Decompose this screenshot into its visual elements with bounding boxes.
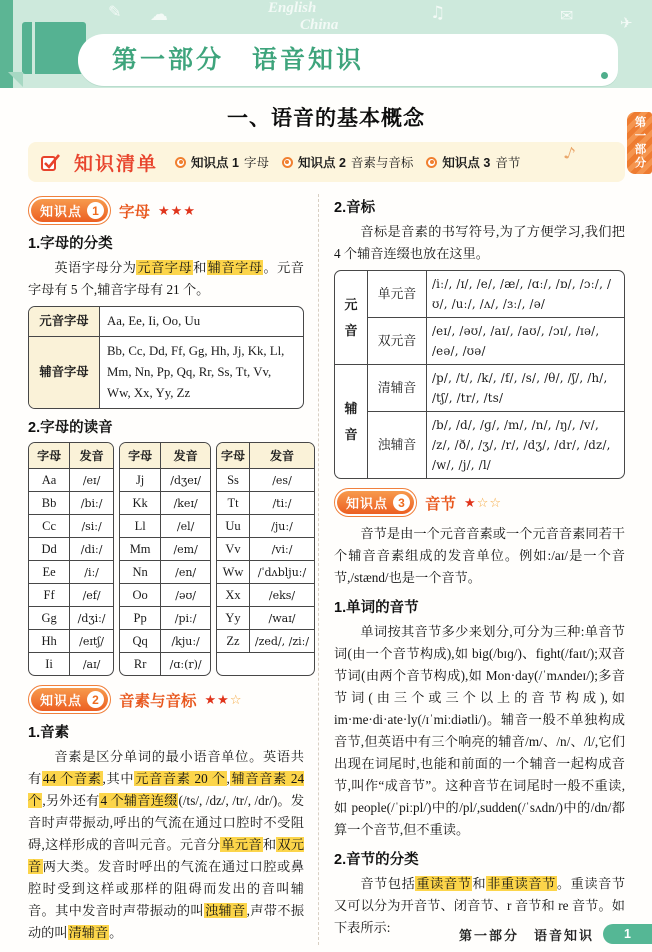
text-segment: 英语字母分为 [54, 260, 137, 275]
text-segment: 。元音字母有 5 个,辅音字母有 21 个。 [28, 260, 304, 297]
page-footer [459, 924, 652, 944]
table-cell: Ii [29, 653, 70, 676]
table-row [29, 307, 304, 337]
text-segment: 。 [109, 925, 123, 940]
table-cell: Bb, Cc, Dd, Ff, Gg, Hh, Jj, Kk, Ll, Mm, Nn, Pp, Qq, Rr, Ss, Tt, Vv, Ww, Xx, Yy, Zz [100, 337, 304, 409]
table-cell: /p/, /t/, /k/, /f/, /s/, /θ/, /ʃ/, /h/, /tʃ/, /tr/, /ts/ [427, 365, 625, 412]
row-header-cell: 元音字母 [29, 307, 100, 337]
music-doodle-icon: ♫ [430, 3, 446, 23]
table-cell: /eɪ/, /əʊ/, /aɪ/, /aʊ/, /ɔɪ/, /ɪə/, /eə/, /ʊə/ [427, 318, 625, 365]
letters-classification-table [28, 306, 304, 409]
table-cell: /aɪ/ [70, 653, 114, 676]
column-header: 发音 [161, 443, 211, 469]
highlighted-term: 双元音 [28, 837, 305, 874]
side-tab-label: 第一部分 [633, 116, 646, 170]
table-row [217, 492, 315, 515]
kp1-sec2-heading: 2.字母的读音 [28, 420, 113, 436]
letter-sounds-table-2 [119, 442, 211, 676]
table-cell: Ss [217, 469, 250, 492]
table-cell: Ww [217, 561, 250, 584]
text-segment: 和 [472, 876, 487, 891]
table-row [335, 412, 625, 479]
kp2-badge-inner [31, 688, 108, 711]
table-cell: /biː/ [70, 492, 114, 515]
checklist-item-topic: 音节 [495, 156, 521, 170]
table-row [335, 318, 625, 365]
group-header-cell: 元音 [335, 271, 368, 365]
table-cell: /eɪ/ [70, 469, 114, 492]
table-cell: Aa [29, 469, 70, 492]
text-segment: (/ts/, /dz/, /tr/, /dr/)。发音时声带振动,呼出的气流在通过口腔时不受阻碍,这样形成的音叫元音。元音分 [28, 793, 305, 852]
book-page-flare [8, 72, 23, 87]
row-header-cell: 辅音字母 [29, 337, 100, 409]
text-segment: ,其中 [102, 771, 135, 786]
table-row [335, 271, 625, 318]
kp-badge-number: 2 [87, 691, 104, 708]
table-cell: /tiː/ [249, 492, 314, 515]
table-cell: Qq [120, 630, 161, 653]
table-cell: /diː/ [70, 538, 114, 561]
kp1-title: 字母 [119, 203, 151, 221]
table-cell: /piː/ [161, 607, 211, 630]
highlighted-term: 辅音字母 [207, 260, 263, 275]
table-row [29, 561, 114, 584]
kp2-sec1-heading: 1.音素 [28, 725, 70, 741]
table-cell: Yy [217, 607, 250, 630]
table-cell: /əʊ/ [161, 584, 211, 607]
highlighted-term: 浊辅音 [204, 903, 246, 918]
column-header: 字母 [29, 443, 70, 469]
table-cell: /ef/ [70, 584, 114, 607]
kp3-sec1-paragraph: 单词按其音节多少来划分,可分为三种:单音节词(由一个音节构成),如 big(/bɪɡ/)、fight(/faɪt/);双音节词(由两个音节构成),如 Mon·day(/ˈmʌndeɪ/);多音节词(由三个或三个以上的音节构成),如 im·me·di·ate·ly(/ɪˈmiːdiətli/)。辅音一般不单独构成音节,但英语中有三个响亮的辅音/m/、/n/、/l/,它们出现在词尾时,也能和前面的一个辅音一起构成音节,叫作“成音节”。这种音节在词尾时一般不重读,如 people(/ˈpiːpl/)中的/pl/,sudden(/ˈsʌdn/)中的/dn/都算一个音节,但不重读。 [334, 624, 625, 837]
row-header-cell: 浊辅音 [368, 412, 427, 479]
knowledge-checklist-banner [28, 142, 625, 182]
table-cell: Oo [120, 584, 161, 607]
text-segment: , [226, 771, 230, 786]
table-cell: Aa, Ee, Ii, Oo, Uu [100, 307, 304, 337]
doodle-word-china: China [300, 17, 339, 33]
checklist-item-3 [426, 153, 520, 171]
table-row [217, 584, 315, 607]
table-row [29, 515, 114, 538]
table-row [217, 538, 315, 561]
table-cell: Uu [217, 515, 250, 538]
table-row [29, 538, 114, 561]
table-row [29, 653, 114, 676]
kp2-sec2-heading: 2.音标 [334, 200, 376, 216]
cloud-doodle-icon: ☁ [150, 4, 168, 25]
kp2-stars [205, 691, 243, 709]
checklist-item-2 [282, 153, 413, 171]
table-row [29, 337, 304, 409]
bullet-icon [175, 157, 186, 168]
kp2-sec1-paragraph [28, 746, 304, 944]
checklist-item-label: 知识点 1 [191, 156, 239, 170]
kp1-sec1-paragraph [28, 257, 304, 301]
table-header-row [29, 443, 114, 469]
kp3-stars [464, 494, 502, 512]
table-cell: Xx [217, 584, 250, 607]
kp2-badge [28, 685, 111, 714]
table-cell: /eɪtʃ/ [70, 630, 114, 653]
pencil-doodle-icon: ✎ [108, 2, 122, 21]
table-row [120, 584, 211, 607]
table-row [217, 561, 315, 584]
footer-label: 第一部分 语音知识 [458, 927, 594, 943]
kp-badge-number: 1 [87, 202, 104, 219]
highlighted-term: 元音音素 20 个 [135, 771, 226, 786]
right-column [318, 194, 625, 945]
column-header: 发音 [249, 443, 314, 469]
highlighted-term: 元音字母 [137, 260, 193, 275]
table-cell: Ee [29, 561, 70, 584]
table-cell: Nn [120, 561, 161, 584]
side-tab-part1 [627, 112, 652, 174]
table-cell: /em/ [161, 538, 211, 561]
table-cell: /kjuː/ [161, 630, 211, 653]
table-cell: Kk [120, 492, 161, 515]
table-cell: /iː/ [70, 561, 114, 584]
star-filled-icon: ★★★ [158, 203, 196, 219]
table-cell: /juː/ [249, 515, 314, 538]
column-header: 字母 [217, 443, 250, 469]
table-row [217, 607, 315, 630]
star-filled-icon: ★★ [204, 692, 230, 708]
kp1-badge-inner [31, 199, 108, 222]
table-header-row [217, 443, 315, 469]
table-row [120, 630, 211, 653]
table-cell: Hh [29, 630, 70, 653]
text-segment: 音节包括 [360, 876, 416, 891]
table-cell: Ll [120, 515, 161, 538]
table-cell: Mm [120, 538, 161, 561]
kp1-badge [28, 196, 111, 225]
checklist-item-topic: 音素与音标 [350, 156, 414, 170]
table-cell: Dd [29, 538, 70, 561]
letter-sounds-table-3 [216, 442, 315, 676]
table-cell: Ff [29, 584, 70, 607]
banner-dot [601, 72, 608, 79]
kp3-header [334, 488, 625, 517]
letter-sounds-tables [28, 442, 310, 676]
table-row [120, 469, 211, 492]
checklist-title: 知识清单 [74, 153, 159, 175]
table-cell: Pp [120, 607, 161, 630]
table-row [29, 607, 114, 630]
book-icon [22, 22, 86, 74]
star-filled-icon: ★ [464, 495, 477, 511]
table-cell: /es/ [249, 469, 314, 492]
kp1-sec1-heading: 1.字母的分类 [28, 236, 113, 252]
highlighted-term: 清辅音 [68, 925, 109, 940]
table-row [120, 653, 211, 676]
table-row [29, 630, 114, 653]
table-cell: /ˈdʌbljuː/ [249, 561, 314, 584]
kp2-sec2-paragraph: 音标是音素的书写符号,为了方便学习,我们把 4 个辅音连缀也放在这里。 [334, 224, 625, 261]
table-row [335, 365, 625, 412]
table-cell: /zed/, /ziː/ [249, 630, 314, 653]
highlighted-term: 44 个音素 [42, 771, 102, 786]
table-cell: /siː/ [70, 515, 114, 538]
table-row [29, 492, 114, 515]
bullet-icon [426, 157, 437, 168]
checklist-item-topic: 字母 [243, 156, 269, 170]
kp3-title: 音节 [425, 495, 457, 513]
table-cell: /waɪ/ [249, 607, 314, 630]
table-cell: /iː/, /ɪ/, /e/, /æ/, /ɑː/, /ɒ/, /ɔː/, /ʊ/, /uː/, /ʌ/, /ɜː/, /ə/ [427, 271, 625, 318]
kp3-badge-inner [337, 491, 414, 514]
phonetics-table [334, 270, 625, 479]
text-segment: 和 [262, 837, 277, 852]
kp2-title: 音素与音标 [119, 692, 197, 710]
header-band [0, 0, 652, 88]
kp3-sec2-heading: 2.音节的分类 [334, 852, 419, 868]
content-columns [28, 194, 625, 945]
checklist-item-label: 知识点 2 [297, 156, 346, 170]
bullet-icon [282, 157, 293, 168]
table-row [120, 538, 211, 561]
highlighted-term: 非重读音节 [487, 876, 556, 891]
page-title: 一、语音的基本概念 [227, 107, 425, 130]
plane-doodle-icon: ✈ [620, 14, 633, 32]
table-row [217, 469, 315, 492]
row-header-cell: 清辅音 [368, 365, 427, 412]
table-cell: /b/, /d/, /ɡ/, /m/, /n/, /ŋ/, /v/, /z/, /ð/, /ʒ/, /r/, /dʒ/, /dr/, /dz/, /w/, /j/, /l/ [427, 412, 625, 479]
checkbox-check-icon [40, 152, 61, 173]
part-banner-title: 第一部分 语音知识 [112, 46, 365, 74]
table-cell: /en/ [161, 561, 211, 584]
row-header-cell: 双元音 [368, 318, 427, 365]
text-segment: 音素是区分单词的最小语音单位。英语共有 [28, 749, 304, 786]
table-row [120, 515, 211, 538]
table-row [217, 515, 315, 538]
text-segment: ,声带不振动的叫 [28, 903, 305, 940]
table-row [29, 584, 114, 607]
table-cell: Bb [29, 492, 70, 515]
table-cell: Cc [29, 515, 70, 538]
table-cell: /dʒeɪ/ [161, 469, 211, 492]
table-cell: Tt [217, 492, 250, 515]
doodle-word-english: English [268, 0, 317, 16]
table-cell: Rr [120, 653, 161, 676]
table-cell: /eks/ [249, 584, 314, 607]
table-cell: /viː/ [249, 538, 314, 561]
table-cell: Gg [29, 607, 70, 630]
table-cell: Vv [217, 538, 250, 561]
left-column [28, 194, 318, 945]
star-empty-icon: ☆ [229, 692, 243, 708]
row-header-cell: 单元音 [368, 271, 427, 318]
kp-badge-label: 知识点 [346, 496, 389, 511]
kp3-intro-paragraph: 音节是由一个元音音素或一个元音音素同若干个辅音音素组成的发音单位。例如:/aɪ/是一个音节,/stænd/也是一个音节。 [334, 526, 625, 585]
checklist-item-1 [175, 153, 269, 171]
text-segment: 两大类。发音时呼出的气流在通过口腔或鼻腔时受到这样或那样的阻碍而发出的音叫辅音。其中发音时声带振动的叫 [28, 859, 304, 918]
text-segment: 。重读音节又可以分为开音节、闭音节、r 音节和 re 音节。如下表所示: [334, 876, 626, 935]
kp2-header [28, 685, 304, 714]
table-row [29, 469, 114, 492]
highlighted-term: 4 个辅音连缀 [100, 793, 178, 808]
kp-badge-label: 知识点 [40, 204, 83, 219]
star-empty-icon: ☆☆ [476, 495, 502, 511]
table-header-row [120, 443, 211, 469]
kp1-stars [158, 202, 196, 220]
table-row [120, 492, 211, 515]
group-header-cell: 辅音 [335, 365, 368, 479]
text-segment: 和 [193, 260, 207, 275]
kp-badge-number: 3 [393, 494, 410, 511]
letter-sounds-table-1 [28, 442, 114, 676]
table-row [120, 607, 211, 630]
table-cell: /dʒiː/ [70, 607, 114, 630]
table-cell: /ɑː(r)/ [161, 653, 211, 676]
page-number-badge: 1 [603, 924, 652, 944]
checklist-item-label: 知识点 3 [442, 156, 491, 170]
column-header: 字母 [120, 443, 161, 469]
column-header: 发音 [70, 443, 114, 469]
music-note-icon: ♪ [561, 142, 578, 166]
highlighted-term: 辅音音素 24 个 [28, 771, 305, 808]
table-row [217, 630, 315, 653]
kp1-header [28, 196, 304, 225]
kp3-badge [334, 488, 417, 517]
table-cell: /el/ [161, 515, 211, 538]
highlighted-term: 重读音节 [416, 876, 472, 891]
table-cell: Jj [120, 469, 161, 492]
kp3-sec1-heading: 1.单词的音节 [334, 600, 419, 616]
table-row [120, 561, 211, 584]
kp-badge-label: 知识点 [40, 693, 83, 708]
table-cell: /keɪ/ [161, 492, 211, 515]
part-banner [78, 34, 618, 86]
highlighted-term: 单元音 [221, 837, 262, 852]
text-segment: ,另外还有 [42, 793, 100, 808]
envelope-doodle-icon: ✉ [560, 6, 574, 25]
table-cell: Zz [217, 630, 250, 653]
